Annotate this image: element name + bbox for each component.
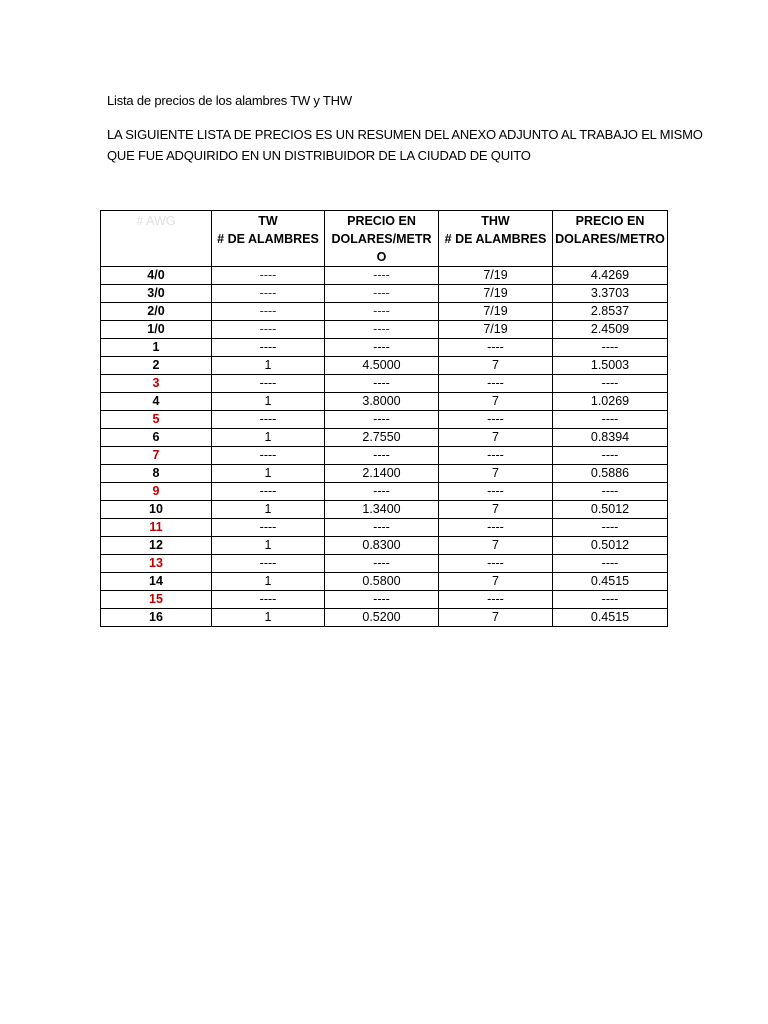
header-thw-price: PRECIO EN DOLARES/METRO [553,211,668,267]
cell-thw: 7 [439,609,553,627]
cell-tw-price: ---- [325,321,439,339]
table-row [101,573,668,591]
table-row [101,555,668,573]
cell-tw: 1 [212,465,325,483]
cell-tw-price: 0.5800 [325,573,439,591]
cell-tw-price: ---- [325,483,439,501]
cell-tw: 1 [212,429,325,447]
cell-awg: 1/0 [101,321,212,339]
cell-thw-price: 2.4509 [553,321,668,339]
cell-awg: 4 [101,393,212,411]
table-row [101,357,668,375]
cell-tw: ---- [212,303,325,321]
cell-thw: ---- [439,483,553,501]
cell-thw: 7/19 [439,267,553,285]
cell-thw-price: ---- [553,519,668,537]
cell-awg: 2 [101,357,212,375]
header-tw-price: PRECIO EN DOLARES/METR O [325,211,439,267]
table-row [101,591,668,609]
cell-awg: 6 [101,429,212,447]
cell-tw: ---- [212,375,325,393]
table-row [101,609,668,627]
cell-awg: 15 [101,591,212,609]
table-row [101,519,668,537]
cell-thw: 7 [439,357,553,375]
cell-thw: ---- [439,447,553,465]
table-body [101,267,668,627]
table-row [101,537,668,555]
cell-tw: 1 [212,609,325,627]
cell-thw-price: 0.5012 [553,537,668,555]
cell-tw: 1 [212,537,325,555]
cell-tw: 1 [212,357,325,375]
cell-tw-price: ---- [325,303,439,321]
cell-thw-price: 0.4515 [553,609,668,627]
cell-thw-price: 0.8394 [553,429,668,447]
cell-thw: ---- [439,339,553,357]
cell-thw-price: 0.5886 [553,465,668,483]
table-row [101,339,668,357]
cell-tw: ---- [212,519,325,537]
cell-thw: ---- [439,411,553,429]
cell-awg: 2/0 [101,303,212,321]
cell-thw-price: 1.0269 [553,393,668,411]
cell-thw-price: 3.3703 [553,285,668,303]
cell-tw: ---- [212,321,325,339]
cell-tw-price: ---- [325,447,439,465]
cell-tw: ---- [212,555,325,573]
table-row [101,285,668,303]
cell-awg: 5 [101,411,212,429]
cell-awg: 16 [101,609,212,627]
table-row [101,267,668,285]
cell-awg: 13 [101,555,212,573]
table-row [101,375,668,393]
cell-awg: 7 [101,447,212,465]
cell-thw-price: ---- [553,483,668,501]
header-awg: # AWG [101,211,212,267]
cell-tw-price: ---- [325,555,439,573]
cell-tw-price: ---- [325,591,439,609]
cell-tw-price: 1.3400 [325,501,439,519]
document-title: Lista de precios de los alambres TW y THW [107,93,352,108]
cell-thw-price: ---- [553,555,668,573]
cell-tw-price: ---- [325,411,439,429]
cell-tw: 1 [212,501,325,519]
cell-thw: 7 [439,573,553,591]
cell-tw-price: 2.1400 [325,465,439,483]
cell-thw-price: ---- [553,411,668,429]
cell-thw-price: 0.4515 [553,573,668,591]
cell-tw-price: 4.5000 [325,357,439,375]
cell-awg: 3/0 [101,285,212,303]
cell-thw: 7/19 [439,285,553,303]
cell-awg: 3 [101,375,212,393]
cell-thw: ---- [439,591,553,609]
cell-tw: 1 [212,573,325,591]
cell-thw-price: ---- [553,447,668,465]
cell-thw: ---- [439,375,553,393]
cell-thw: 7/19 [439,303,553,321]
cell-awg: 14 [101,573,212,591]
cell-thw: 7 [439,537,553,555]
cell-tw: ---- [212,483,325,501]
header-thw: THW # DE ALAMBRES [439,211,553,267]
cell-thw: ---- [439,519,553,537]
cell-tw: ---- [212,267,325,285]
cell-thw-price: 0.5012 [553,501,668,519]
table-row [101,393,668,411]
table-row [101,447,668,465]
cell-thw: 7 [439,465,553,483]
cell-thw: 7 [439,429,553,447]
cell-thw-price: ---- [553,375,668,393]
cell-awg: 12 [101,537,212,555]
cell-tw-price: ---- [325,267,439,285]
cell-tw-price: 3.8000 [325,393,439,411]
table-row [101,321,668,339]
cell-tw-price: ---- [325,375,439,393]
table-row [101,501,668,519]
cell-tw-price: ---- [325,339,439,357]
cell-tw-price: 0.5200 [325,609,439,627]
cell-thw-price: ---- [553,339,668,357]
cell-thw-price: 2.8537 [553,303,668,321]
intro-paragraph [107,124,703,166]
cell-awg: 9 [101,483,212,501]
cell-thw-price: ---- [553,591,668,609]
header-tw: TW # DE ALAMBRES [212,211,325,267]
cell-tw-price: 0.8300 [325,537,439,555]
cell-thw-price: 4.4269 [553,267,668,285]
intro-line: LA SIGUIENTE LISTA DE PRECIOS ES UN RESUMEN DEL ANEXO ADJUNTO AL TRABAJO EL MISMO [107,127,703,142]
cell-tw: ---- [212,411,325,429]
cell-thw-price: 1.5003 [553,357,668,375]
table-row [101,465,668,483]
cell-tw-price: ---- [325,285,439,303]
table-header-row [101,211,668,267]
intro-line: QUE FUE ADQUIRIDO EN UN DISTRIBUIDOR DE LA CIUDAD DE QUITO [107,148,531,163]
cell-tw: ---- [212,447,325,465]
cell-thw: 7 [439,501,553,519]
cell-tw: ---- [212,339,325,357]
cell-thw: 7 [439,393,553,411]
table-row [101,483,668,501]
table-row [101,429,668,447]
cell-awg: 4/0 [101,267,212,285]
cell-tw: 1 [212,393,325,411]
cell-awg: 11 [101,519,212,537]
cell-tw: ---- [212,285,325,303]
cell-awg: 10 [101,501,212,519]
cell-thw: 7/19 [439,321,553,339]
cell-thw: ---- [439,555,553,573]
cell-awg: 1 [101,339,212,357]
cell-awg: 8 [101,465,212,483]
price-table [100,210,668,627]
cell-tw-price: 2.7550 [325,429,439,447]
cell-tw-price: ---- [325,519,439,537]
table-row [101,411,668,429]
table-row [101,303,668,321]
cell-tw: ---- [212,591,325,609]
